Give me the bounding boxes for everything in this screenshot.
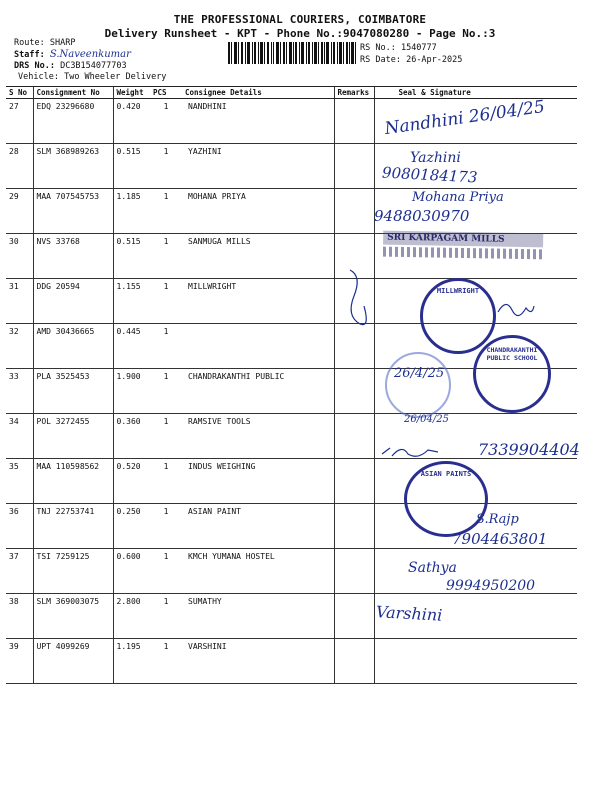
signature-row-38: Sathya bbox=[408, 560, 457, 576]
signature-row-27: Nandhini 26/04/25 bbox=[383, 96, 546, 140]
stamp-row-36-text: ASIAN PAINTS bbox=[420, 470, 472, 478]
cell-consignment-no: POL 3272455 bbox=[33, 414, 113, 459]
cell-weight: 0.420 bbox=[113, 99, 150, 144]
cell-weight: 0.520 bbox=[113, 459, 150, 504]
cell-consignment-no: SLM 369003075 bbox=[33, 594, 113, 639]
table-row bbox=[6, 459, 577, 504]
stamp-row-30-text: SRI KARPAGAM MILLS bbox=[383, 231, 543, 248]
barcode bbox=[228, 42, 356, 64]
cell-remarks bbox=[334, 459, 374, 504]
cell-weight: 0.600 bbox=[113, 549, 150, 594]
cell-consignee: NANDHINI bbox=[182, 99, 334, 144]
cell-sno: 37 bbox=[6, 549, 33, 594]
cell-consignment-no: TSI 7259125 bbox=[33, 549, 113, 594]
cell-consignee: KMCH YUMANA HOSTEL bbox=[182, 549, 334, 594]
cell-consignee: MILLWRIGHT bbox=[182, 279, 334, 324]
rs-no-label: RS No.: bbox=[360, 43, 396, 53]
vehicle-value: Two Wheeler Delivery bbox=[64, 72, 167, 82]
cell-remarks bbox=[334, 549, 374, 594]
route-line bbox=[14, 38, 75, 48]
signature-row-29: Mohana Priya bbox=[412, 190, 504, 205]
cell-seal-signature bbox=[374, 639, 577, 684]
cell-consignment-no: PLA 3525453 bbox=[33, 369, 113, 414]
cell-pcs: 1 bbox=[150, 189, 182, 234]
cell-consignment-no: TNJ 22753741 bbox=[33, 504, 113, 549]
cell-sno: 36 bbox=[6, 504, 33, 549]
stamp-row-34 bbox=[385, 352, 451, 418]
cell-consignee: ASIAN PAINT bbox=[182, 504, 334, 549]
cell-consignment-no: AMD 30436665 bbox=[33, 324, 113, 369]
route-label: Route: bbox=[14, 38, 45, 48]
stamp-row-30 bbox=[383, 231, 544, 266]
cell-consignee bbox=[182, 324, 334, 369]
cell-consignee: SANMUGA MILLS bbox=[182, 234, 334, 279]
cell-weight: 1.155 bbox=[113, 279, 150, 324]
cell-pcs: 1 bbox=[150, 369, 182, 414]
cell-weight: 0.515 bbox=[113, 144, 150, 189]
table-row bbox=[6, 639, 577, 684]
cell-remarks bbox=[334, 594, 374, 639]
cell-weight: 0.445 bbox=[113, 324, 150, 369]
cell-consignment-no: MAA 110598562 bbox=[33, 459, 113, 504]
cell-sno: 31 bbox=[6, 279, 33, 324]
scribble-row-32 bbox=[496, 296, 536, 320]
cell-consignee: YAZHINI bbox=[182, 144, 334, 189]
col-header-consignee: Consignee Details bbox=[182, 87, 334, 99]
cell-remarks bbox=[334, 99, 374, 144]
cell-sno: 32 bbox=[6, 324, 33, 369]
cell-weight: 0.360 bbox=[113, 414, 150, 459]
cell-weight: 0.515 bbox=[113, 234, 150, 279]
cell-sno: 34 bbox=[6, 414, 33, 459]
col-header-weight: Weight bbox=[113, 87, 150, 99]
runsheet-subtitle: Delivery Runsheet - KPT - Phone No.:9047080280 - Page No.:3 bbox=[104, 27, 496, 40]
col-header-remarks: Remarks bbox=[334, 87, 374, 99]
staff-label: Staff: bbox=[14, 50, 45, 60]
cell-sno: 28 bbox=[6, 144, 33, 189]
drs-line bbox=[14, 61, 127, 71]
cell-sno: 33 bbox=[6, 369, 33, 414]
phone-row-35: 7339904404 bbox=[478, 440, 580, 459]
cell-weight: 2.800 bbox=[113, 594, 150, 639]
cell-remarks bbox=[334, 414, 374, 459]
cell-remarks bbox=[334, 369, 374, 414]
scribble-row-31 bbox=[340, 266, 380, 336]
table-row bbox=[6, 594, 577, 639]
cell-sno: 39 bbox=[6, 639, 33, 684]
cell-consignment-no: SLM 368989263 bbox=[33, 144, 113, 189]
cell-sno: 35 bbox=[6, 459, 33, 504]
cell-consignment-no: NVS 33768 bbox=[33, 234, 113, 279]
cell-remarks bbox=[334, 144, 374, 189]
cell-consignment-no: DDG 20594 bbox=[33, 279, 113, 324]
table-row bbox=[6, 144, 577, 189]
col-header-sno: S No bbox=[6, 87, 33, 99]
cell-remarks bbox=[334, 639, 374, 684]
signature-row-37: S.Rajp bbox=[476, 512, 519, 527]
stamp-row-33-text: CHANDRAKANTHI PUBLIC SCHOOL bbox=[486, 346, 538, 362]
cell-pcs: 1 bbox=[150, 504, 182, 549]
cell-remarks bbox=[334, 504, 374, 549]
cell-consignment-no: MAA 707545753 bbox=[33, 189, 113, 234]
stamp-row-30-detail bbox=[383, 247, 543, 260]
cell-consignment-no: EDQ 23296680 bbox=[33, 99, 113, 144]
signature-row-39: Varshini bbox=[375, 602, 443, 625]
date-row-33: 26/4/25 bbox=[394, 366, 445, 381]
cell-pcs: 1 bbox=[150, 414, 182, 459]
signature-row-28: Yazhini bbox=[410, 150, 461, 166]
stamp-row-31-text: MILLWRIGHT bbox=[436, 287, 480, 295]
cell-pcs: 1 bbox=[150, 459, 182, 504]
stamp-row-31 bbox=[420, 278, 496, 354]
rs-no-line bbox=[360, 43, 437, 53]
col-header-consignment: Consignment No bbox=[33, 87, 113, 99]
staff-line bbox=[14, 49, 131, 60]
cell-pcs: 1 bbox=[150, 234, 182, 279]
vehicle-label: Vehicle: bbox=[18, 72, 59, 82]
rs-date-value: 26-Apr-2025 bbox=[406, 55, 463, 65]
vehicle-line bbox=[18, 72, 166, 82]
cell-consignee: RAMSIVE TOOLS bbox=[182, 414, 334, 459]
cell-consignee: INDUS WEIGHING bbox=[182, 459, 334, 504]
cell-consignee: MOHANA PRIYA bbox=[182, 189, 334, 234]
cell-sno: 29 bbox=[6, 189, 33, 234]
phone-row-38: 9994950200 bbox=[446, 578, 536, 594]
cell-remarks bbox=[334, 189, 374, 234]
cell-weight: 1.900 bbox=[113, 369, 150, 414]
company-title: THE PROFESSIONAL COURIERS, COIMBATORE bbox=[173, 13, 427, 26]
cell-consignee: VARSHINI bbox=[182, 639, 334, 684]
cell-pcs: 1 bbox=[150, 549, 182, 594]
cell-pcs: 1 bbox=[150, 639, 182, 684]
rs-date-line bbox=[360, 55, 462, 65]
cell-pcs: 1 bbox=[150, 279, 182, 324]
phone-row-28: 9080184173 bbox=[381, 163, 478, 187]
route-value: SHARP bbox=[49, 38, 76, 48]
cell-sno: 27 bbox=[6, 99, 33, 144]
table-header-row bbox=[6, 87, 577, 99]
cell-pcs: 1 bbox=[150, 144, 182, 189]
cell-consignee: SUMATHY bbox=[182, 594, 334, 639]
drs-value: DC3B154077703 bbox=[60, 61, 127, 71]
cell-consignment-no: UPT 4099269 bbox=[33, 639, 113, 684]
cell-pcs: 1 bbox=[150, 594, 182, 639]
date-row-34: 26/04/25 bbox=[404, 414, 449, 425]
cell-weight: 1.195 bbox=[113, 639, 150, 684]
rs-no-value: 1540777 bbox=[400, 43, 437, 53]
phone-row-37: 7904463801 bbox=[452, 530, 548, 548]
cell-sno: 38 bbox=[6, 594, 33, 639]
cell-pcs: 1 bbox=[150, 324, 182, 369]
drs-label: DRS No.: bbox=[14, 61, 55, 71]
cell-weight: 0.250 bbox=[113, 504, 150, 549]
cell-consignee: CHANDRAKANTHI PUBLIC bbox=[182, 369, 334, 414]
col-header-pcs: PCS bbox=[150, 87, 182, 99]
scribble-row-35 bbox=[378, 440, 468, 464]
phone-row-29: 9488030970 bbox=[374, 207, 470, 225]
cell-sno: 30 bbox=[6, 234, 33, 279]
cell-pcs: 1 bbox=[150, 99, 182, 144]
stamp-row-33 bbox=[473, 335, 551, 413]
rs-date-label: RS Date: bbox=[360, 55, 401, 65]
col-header-seal-signature: Seal & Signature bbox=[374, 87, 577, 99]
cell-weight: 1.185 bbox=[113, 189, 150, 234]
staff-signature: S.Naveenkumar bbox=[49, 49, 131, 60]
